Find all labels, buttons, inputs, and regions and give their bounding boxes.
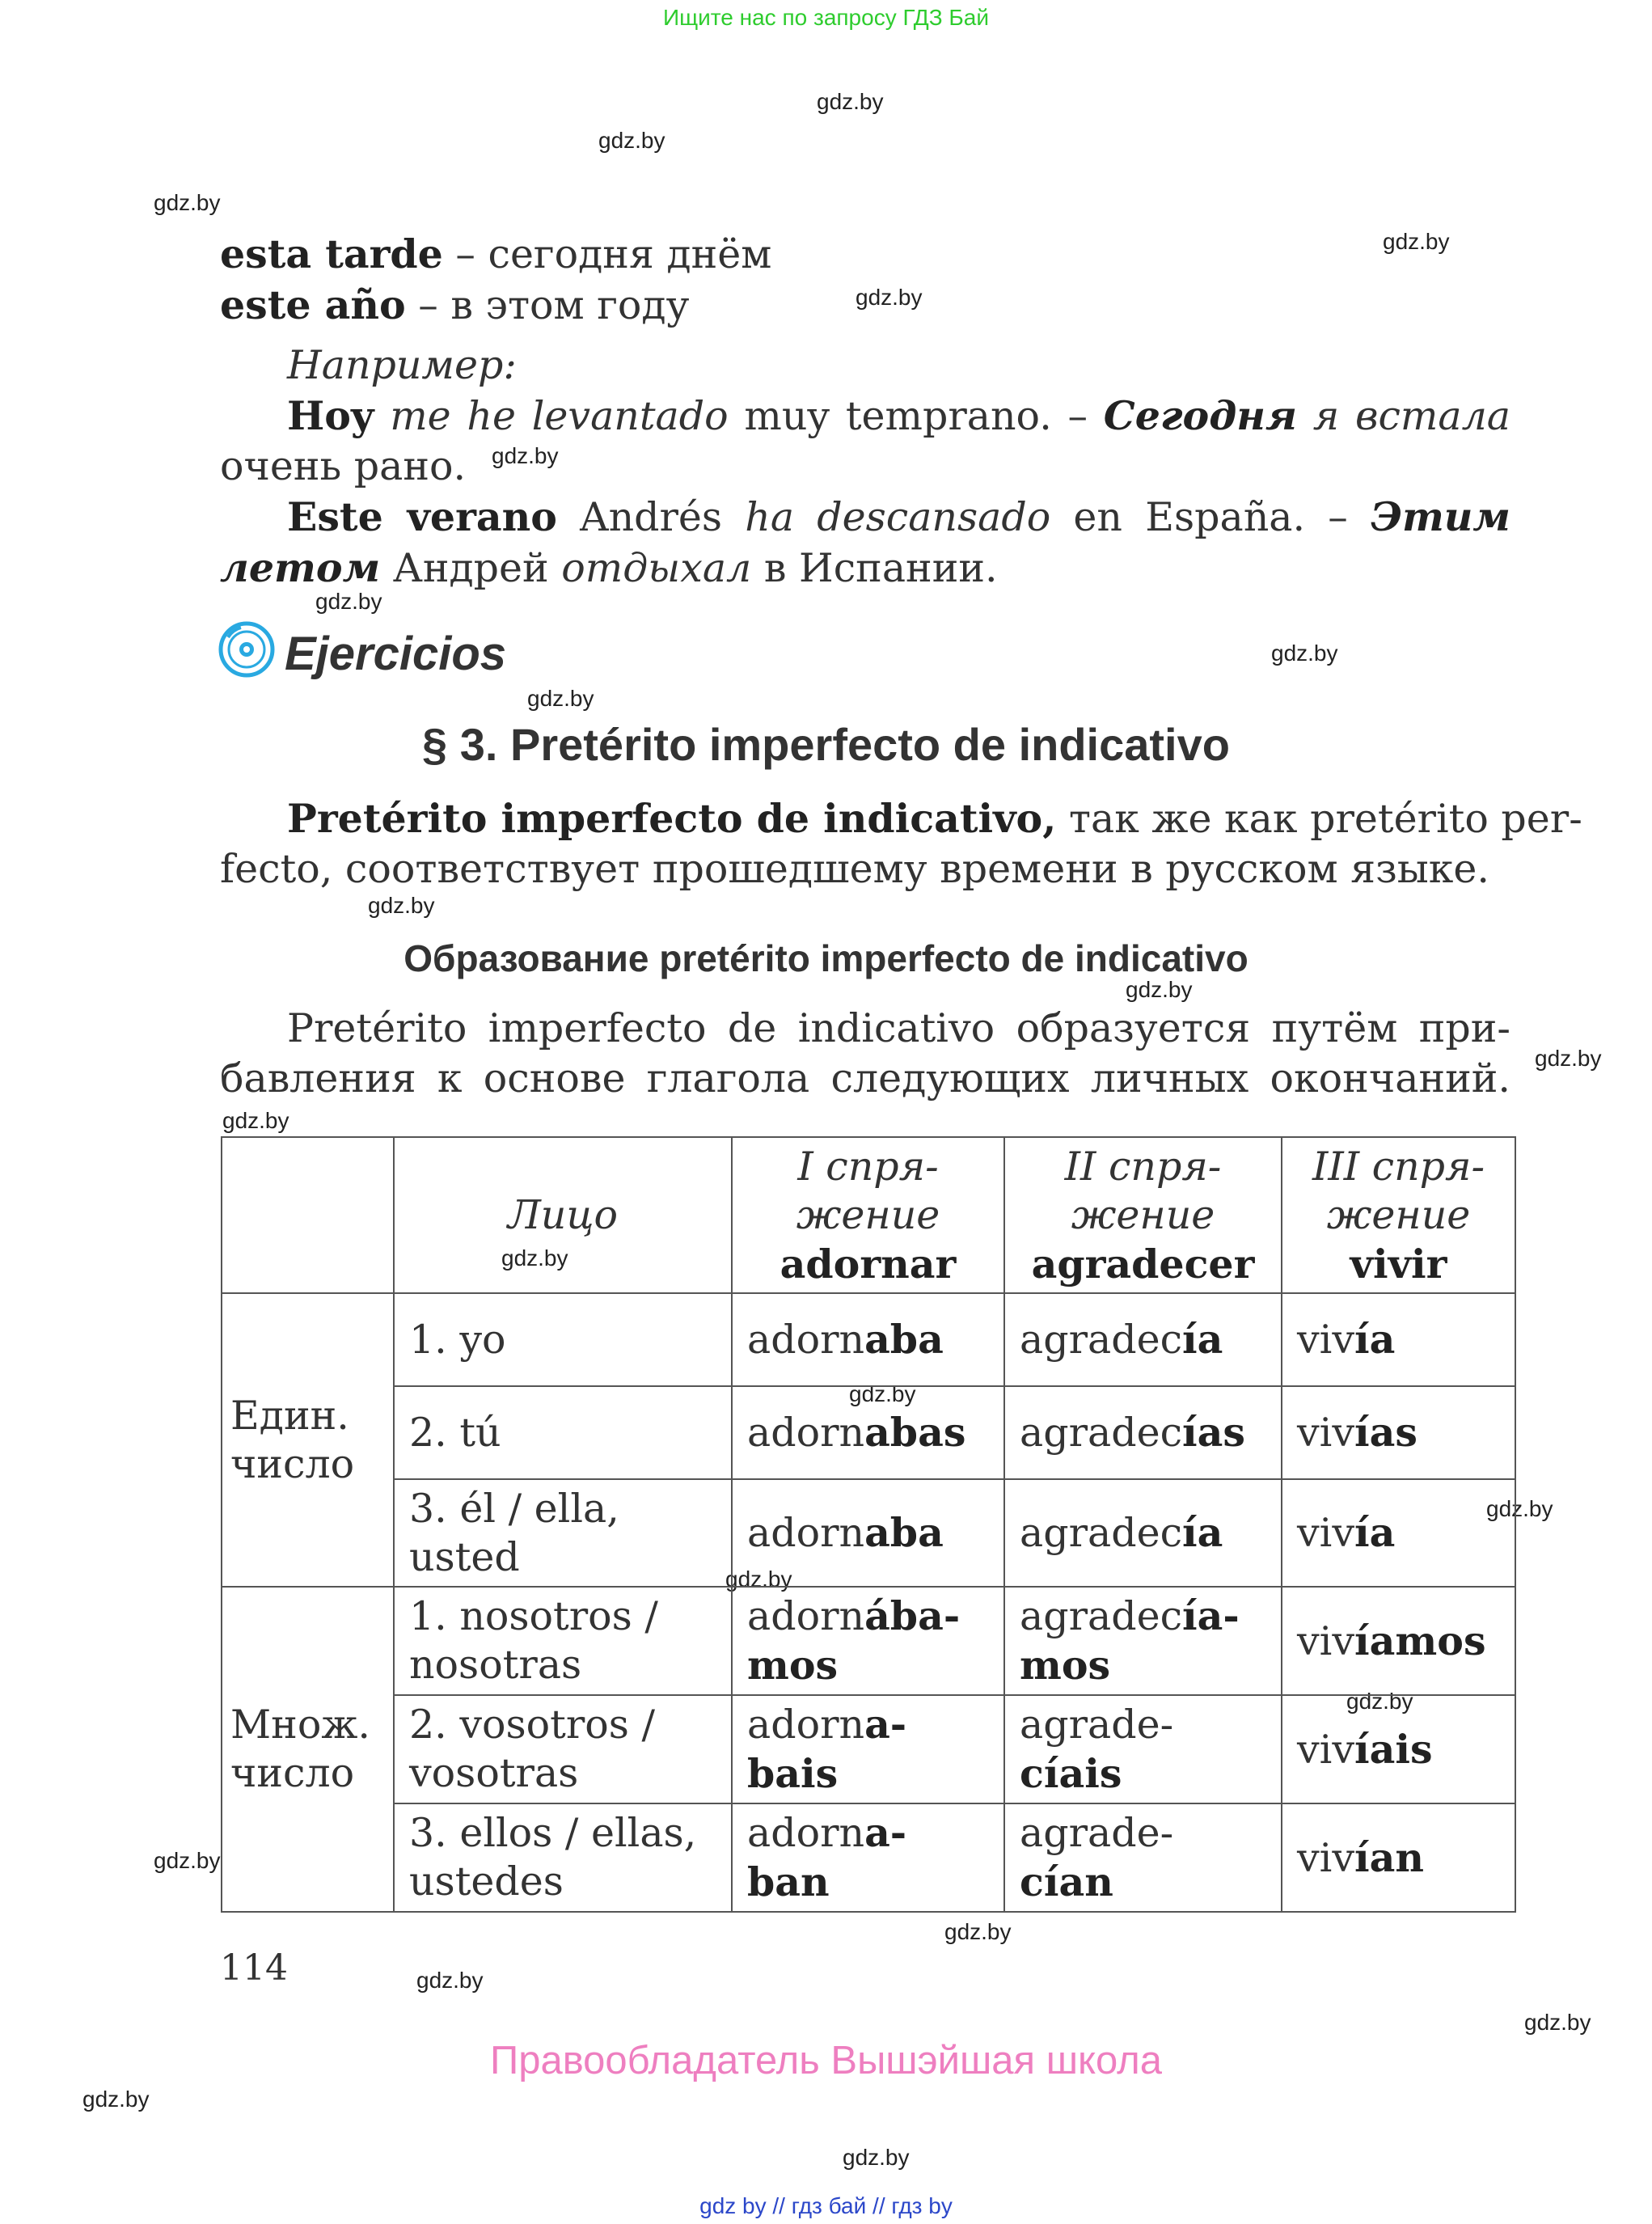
header-conj-text: II спря- — [1064, 1143, 1222, 1190]
form-ending: bais — [747, 1750, 839, 1797]
watermark: gdz.by — [501, 1245, 568, 1271]
form-stem: agradec — [1020, 1593, 1183, 1639]
form-stem: agradec — [1020, 1410, 1183, 1456]
form-ending: ába- — [864, 1592, 961, 1639]
person-text: 2. tú — [409, 1409, 501, 1456]
top-banner: Ищите нас по запросу ГДЗ Бай — [662, 5, 990, 30]
table-row — [222, 1803, 1515, 1912]
form-ending: a- — [864, 1809, 907, 1856]
form-stem: adorn — [747, 1317, 865, 1363]
example-word: Андрей — [380, 545, 562, 591]
watermark: gdz.by — [944, 1919, 1012, 1944]
watermark: gdz.by — [1383, 229, 1450, 254]
table-row — [222, 1386, 1515, 1479]
header-conj-text: I спря- — [797, 1143, 939, 1190]
watermark: gdz.by — [368, 893, 435, 918]
page-number: 114 — [220, 1947, 288, 1989]
conjugation-table — [221, 1136, 1516, 1913]
example-word: летом — [220, 544, 381, 591]
watermark: gdz.by — [725, 1567, 792, 1592]
form-cell — [732, 1479, 1004, 1587]
subheading: Образование pretérito imperfecto de indicativo — [403, 937, 1249, 979]
form-stem: agradec — [1020, 1317, 1183, 1363]
vocab-line-2 — [220, 281, 689, 328]
form-ending: íais — [1354, 1725, 1433, 1773]
person-text: 2. vosotros / — [409, 1702, 656, 1748]
intro-bold: Pretérito imperfecto de indicativo, — [287, 795, 1057, 842]
form-cell — [1282, 1479, 1515, 1587]
example-word: Este verano — [287, 493, 557, 540]
form-cell — [1282, 1803, 1515, 1912]
header-verb: adornar — [780, 1240, 957, 1287]
header-verb: agradecer — [1031, 1240, 1255, 1287]
form-ending: ía — [1182, 1316, 1223, 1363]
watermark: gdz.by — [817, 89, 884, 114]
example-2-line-2 — [220, 544, 998, 591]
watermark: gdz.by — [843, 2145, 910, 2170]
form-stem: viv — [1297, 1317, 1355, 1363]
form-cell — [1004, 1386, 1282, 1479]
disc-icon[interactable] — [218, 621, 275, 678]
vocab-term: esta tarde — [220, 230, 443, 277]
form-cell — [732, 1587, 1004, 1695]
formation-line-2: бавления к основе глагола следующих личных окончаний. — [220, 1055, 1510, 1101]
watermark: gdz.by — [527, 686, 594, 711]
watermark: gdz.by — [1535, 1046, 1602, 1071]
form-ending: aba — [864, 1509, 944, 1556]
example-intro-text: Например: — [287, 342, 517, 388]
footer-copyright: Правообладатель Вышэйшая школа — [489, 2039, 1163, 2082]
table-row — [222, 1587, 1515, 1695]
example-word: muy temprano. – — [728, 393, 1104, 439]
table-header-row — [222, 1137, 1515, 1293]
header-empty — [222, 1137, 394, 1293]
form-ending: ían — [1354, 1833, 1425, 1881]
example-intro — [287, 342, 517, 388]
form-ending: cían — [1020, 1858, 1113, 1905]
person-text: ustedes — [409, 1858, 564, 1905]
watermark: gdz.by — [315, 589, 382, 614]
person-cell — [394, 1479, 732, 1587]
example-word: в Испании. — [751, 545, 998, 591]
form-ending: cíais — [1020, 1749, 1122, 1797]
form-ending: ías — [1354, 1409, 1418, 1456]
form-cell — [1004, 1479, 1282, 1587]
form-ending: ía — [1182, 1509, 1223, 1556]
section-title: § 3. Pretérito imperfecto de indicativo — [422, 719, 1230, 770]
form-cell — [1282, 1386, 1515, 1479]
form-ending: a- — [864, 1701, 907, 1748]
example-word: ha descansado — [745, 494, 1051, 540]
watermark: gdz.by — [1486, 1496, 1553, 1521]
form-stem: agrade- — [1020, 1701, 1174, 1748]
vocab-translation: – сегодня днём — [442, 231, 772, 277]
watermark: gdz.by — [1126, 977, 1193, 1002]
example-1-line-1 — [287, 392, 1510, 439]
example-2-line-1 — [287, 493, 1510, 540]
form-stem: viv — [1297, 1510, 1355, 1556]
table-row — [222, 1293, 1515, 1386]
form-stem: viv — [1297, 1726, 1355, 1773]
form-cell — [732, 1803, 1004, 1912]
header-conj-2 — [1004, 1137, 1282, 1293]
header-person — [394, 1137, 732, 1293]
number-label-text: Множ. — [230, 1702, 370, 1748]
form-cell — [1282, 1695, 1515, 1803]
example-word: me he levantado — [374, 393, 729, 439]
header-verb: vivir — [1350, 1240, 1447, 1287]
form-ending: ía — [1354, 1509, 1396, 1556]
form-cell — [1282, 1293, 1515, 1386]
example-word: отдыхал — [561, 545, 752, 591]
form-stem: viv — [1297, 1410, 1355, 1456]
person-cell — [394, 1803, 732, 1912]
header-conj-3 — [1282, 1137, 1515, 1293]
example-word: Сегодня — [1103, 392, 1297, 439]
person-text: nosotras — [409, 1642, 582, 1688]
form-stem: adorn — [747, 1410, 865, 1456]
watermark: gdz.by — [154, 190, 221, 215]
table-row — [222, 1695, 1515, 1803]
exercises-link[interactable]: Ejercicios — [285, 628, 507, 680]
person-text: 3. ellos / ellas, — [409, 1810, 697, 1856]
header-person-text: Лицо — [507, 1191, 619, 1238]
form-ending: aba — [864, 1316, 944, 1363]
watermark: gdz.by — [856, 285, 923, 310]
header-conj-text: жение — [1071, 1191, 1215, 1238]
watermark: gdz.by — [598, 128, 665, 153]
form-cell — [1004, 1695, 1282, 1803]
form-ending: íamos — [1354, 1617, 1486, 1664]
example-word: Этим — [1370, 493, 1510, 540]
form-stem: agrade- — [1020, 1809, 1174, 1856]
form-stem: viv — [1297, 1834, 1355, 1881]
person-text: 1. nosotros / — [409, 1593, 658, 1639]
person-text: 1. yo — [409, 1316, 506, 1363]
person-cell — [394, 1695, 732, 1803]
vocab-term: este año — [220, 281, 406, 328]
watermark: gdz.by — [154, 1848, 221, 1873]
watermark: gdz.by — [82, 2087, 150, 2112]
header-conj-1 — [732, 1137, 1004, 1293]
watermark: gdz.by — [1346, 1689, 1413, 1714]
form-ending: ía- — [1182, 1592, 1240, 1639]
person-cell — [394, 1587, 732, 1695]
form-stem: adorn — [747, 1593, 865, 1639]
person-cell — [394, 1386, 732, 1479]
form-ending: ías — [1182, 1409, 1245, 1456]
footer-links[interactable]: gdz by // гдз бай // гдз by — [699, 2193, 953, 2218]
intro-text: так же как pretérito per- — [1056, 796, 1582, 842]
example-word: Andrés — [556, 494, 746, 540]
form-cell — [1004, 1293, 1282, 1386]
number-label-plural — [222, 1587, 394, 1912]
vocab-translation: – в этом году — [405, 282, 690, 328]
header-conj-text: жение — [1326, 1191, 1471, 1238]
watermark: gdz.by — [222, 1108, 289, 1133]
number-label-text: Един. — [230, 1392, 349, 1439]
watermark: gdz.by — [1271, 641, 1338, 666]
form-ending: ban — [747, 1858, 830, 1905]
number-label-text: число — [230, 1440, 355, 1487]
form-cell — [1282, 1587, 1515, 1695]
intro-paragraph-line-1 — [287, 795, 1582, 842]
number-label-text: число — [230, 1750, 355, 1796]
person-text: 3. él / ella, — [409, 1485, 619, 1532]
form-ending: ía — [1354, 1316, 1396, 1363]
number-label-singular — [222, 1293, 394, 1587]
watermark: gdz.by — [1524, 2010, 1591, 2035]
form-stem: adorn — [747, 1510, 865, 1556]
example-word: en España. – — [1050, 494, 1371, 540]
watermark: gdz.by — [492, 443, 559, 468]
person-cell — [394, 1293, 732, 1386]
form-cell — [732, 1386, 1004, 1479]
form-stem: adorn — [747, 1810, 865, 1856]
example-word: Hoy — [287, 392, 374, 439]
form-cell — [1004, 1803, 1282, 1912]
watermark: gdz.by — [416, 1968, 484, 1993]
person-text: vosotras — [409, 1750, 579, 1796]
header-conj-text: жение — [796, 1191, 940, 1238]
form-ending: mos — [1020, 1642, 1111, 1689]
form-ending: mos — [747, 1642, 839, 1689]
example-word: я встала — [1297, 393, 1511, 439]
form-cell — [732, 1293, 1004, 1386]
intro-paragraph-line-2: fecto, соответствует прошедшему времени в русском языке. — [220, 846, 1489, 892]
header-conj-text: III спря- — [1312, 1143, 1485, 1190]
form-ending: abas — [864, 1409, 966, 1456]
table-row — [222, 1479, 1515, 1587]
form-cell — [1004, 1587, 1282, 1695]
form-cell — [732, 1695, 1004, 1803]
example-1-line-2: очень рано. — [220, 443, 467, 489]
form-stem: viv — [1297, 1617, 1355, 1664]
person-text: usted — [409, 1533, 520, 1580]
vocab-line-1 — [220, 230, 771, 277]
watermark: gdz.by — [849, 1381, 916, 1406]
form-stem: adorn — [747, 1702, 865, 1748]
form-stem: agradec — [1020, 1510, 1183, 1556]
formation-line-1: Pretérito imperfecto de indicativo образуется путём при- — [287, 1005, 1510, 1051]
